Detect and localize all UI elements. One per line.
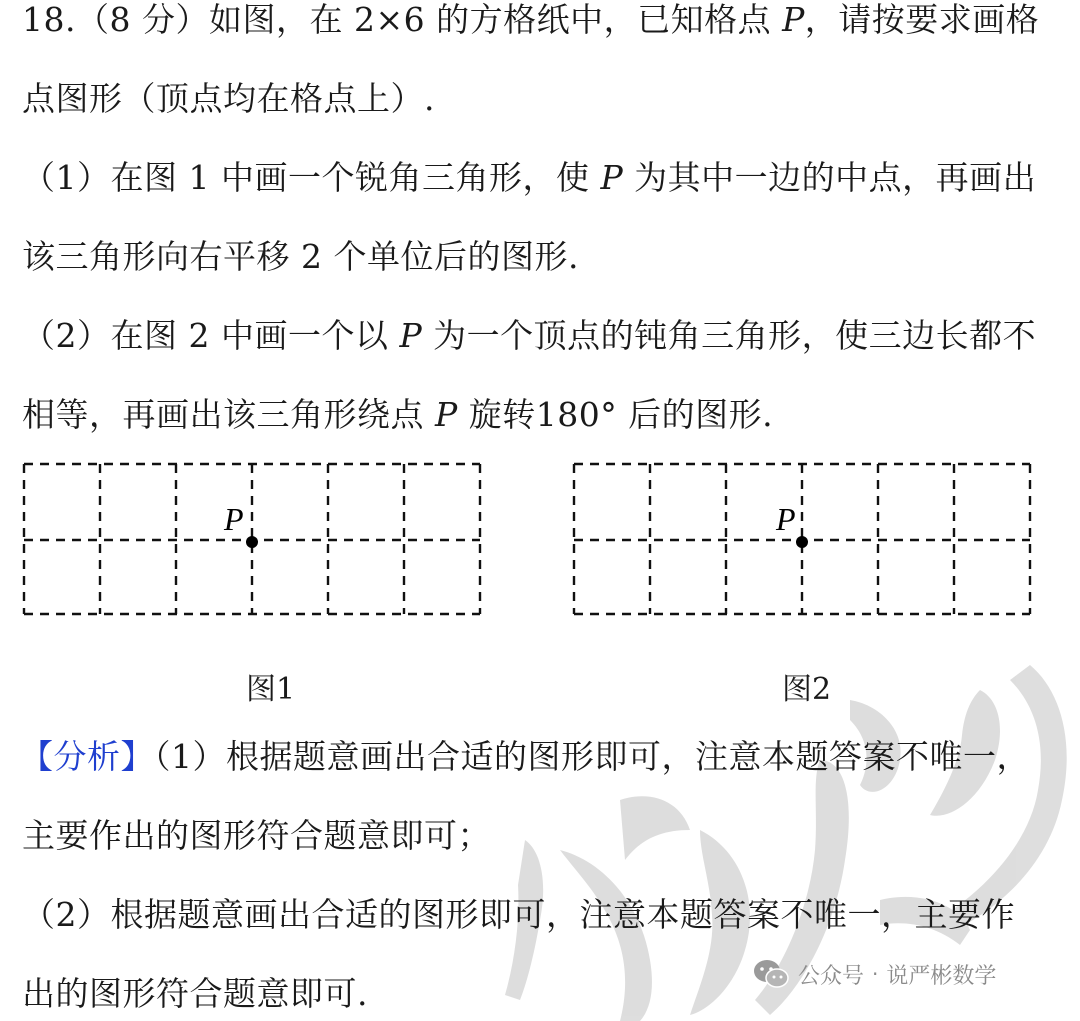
figure-1-grid	[18, 455, 488, 625]
wechat-source-label: 公众号	[798, 963, 865, 989]
analysis-line-1: 【分析】（1）根据题意画出合适的图形即可，注意本题答案不唯一，	[20, 737, 1030, 776]
figure-2-grid	[568, 455, 1038, 625]
figure-2-caption: 图2	[782, 672, 832, 707]
wechat-watermark	[752, 958, 996, 990]
figure-1-caption: 图1	[246, 672, 296, 707]
analysis-line-4: 出的图形符合题意即可.	[22, 974, 368, 1013]
wechat-separator: ·	[872, 962, 879, 986]
analysis-line-3: （2）根据题意画出合适的图形即可，注意本题答案不唯一，主要作	[22, 895, 1015, 934]
point-p-dot	[246, 536, 258, 548]
question-line-6: 相等，再画出该三角形绕点 P 旋转180° 后的图形.	[22, 395, 774, 434]
question-line-3: （1）在图 1 中画一个锐角三角形，使 P 为其中一边的中点，再画出	[22, 158, 1037, 197]
question-line-5: （2）在图 2 中画一个以 P 为一个顶点的钝角三角形，使三边长都不	[22, 316, 1037, 355]
analysis-tag: 【分析】	[20, 737, 154, 776]
question-line-1: 18.（8 分）如图，在 2×6 的方格纸中，已知格点 P，请按要求画格	[22, 0, 1040, 39]
analysis-line-2: 主要作出的图形符合题意即可；	[22, 816, 491, 855]
question-line-2: 点图形（顶点均在格点上）.	[22, 79, 435, 118]
point-p-dot	[796, 536, 808, 548]
wechat-icon	[752, 958, 790, 990]
point-p-label: P	[776, 501, 796, 537]
question-line-4: 该三角形向右平移 2 个单位后的图形.	[22, 237, 579, 276]
point-p-label: P	[224, 501, 244, 537]
wechat-account-name: 说严彬数学	[886, 963, 997, 989]
